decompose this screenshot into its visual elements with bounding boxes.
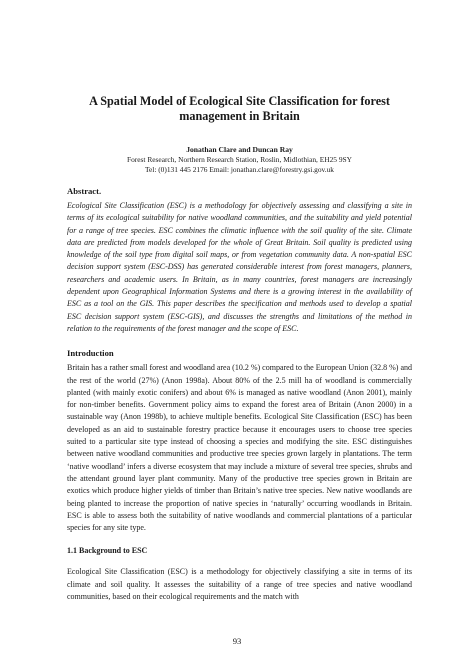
introduction-text: Britain has a rather small forest and woodland area (10.2 %) compared to the European Union (32.8 %) and the rest of the world (27%) (Anon 1998a). About 80% of the 2.5 mill ha of woodland is commercially planted (with mainly exotic conifers) and about 6% is managed as native woodland (Anon 2001), mainly for non-timber benefits. Government policy aims to expand the forest area of Britain (Anon 2000) in a sustainable way (Anon 1998b), to achieve multiple benefits. Ecological Site Classification (ESC) has been developed as an aid to sustainable forestry practice because it encourages users to choose tree species suited to a particular site type instead of choosing a species and modifying the site. ESC distinguishes between native woodland communities and productive tree species grown largely in plantations. The term ‘native woodland’ infers a diverse ecosystem that may include a mixture of several tree species, shrubs and the attendant ground layer plant community. Many of the productive tree species grown in Britain are exotics which produce higher yields of timber than Britain’s native tree species. New native woodlands are being planted to increase the proportion of native species in ‘naturally’ occurring woodlands in Britain. ESC is able to assess both the suitability of native woodlands and commercial plantations of a particular species for any site type. bbox=[67, 363, 412, 533]
introduction-heading: Introduction bbox=[67, 348, 114, 359]
paper-page bbox=[67, 94, 412, 603]
author-contact: Tel: (0)131 445 2176 Email: jonathan.clare@forestry.gsi.gov.uk bbox=[144, 165, 335, 174]
paper-authors: Jonathan Clare and Duncan Ray bbox=[186, 145, 293, 154]
abstract-heading: Abstract. bbox=[67, 186, 102, 196]
page-number: 93 bbox=[232, 636, 242, 646]
background-subsection-heading: 1.1 Background to ESC bbox=[67, 546, 148, 556]
paper-title: A Spatial Model of Ecological Site Classification for forest management in Britain bbox=[89, 94, 390, 123]
author-affiliation: Forest Research, Northern Research Station, Roslin, Midlothian, EH25 9SY bbox=[127, 155, 352, 164]
abstract-text: Ecological Site Classification (ESC) is a methodology for objectively assessing and classifying a site in terms of its ecological suitability for native woodland communities, and the suitability and yield potential for a range of tree species. ESC combines the climatic influence with the soil quality of the site. Climate data are predicted from models developed for the whole of Great Britain. Soil quality is predicted using knowledge of the soil type from digital soil maps, or from vegetation community data. A non-spatial ESC decision support system (ESC-DSS) has generated considerable interest from forest managers, planners, researchers and academic users. In Britain, as in many countries, forest managers are increasingly dependent upon Geographical Information Systems and there is a growing interest in the availability of ESC as a tool on the GIS. This paper describes the specification and methods used to develop a spatial ESC decision support system (ESC-GIS), and discusses the strengths and limitations of the method in relation to the requirements of the forest manager and the scope of ESC. bbox=[67, 201, 412, 333]
background-text: Ecological Site Classification (ESC) is a methodology for objectively classifying a site in terms of its climate and soil quality. It assesses the suitability of a range of tree species and native woodland communities, based on their ecological requirements and the match with bbox=[67, 567, 412, 602]
